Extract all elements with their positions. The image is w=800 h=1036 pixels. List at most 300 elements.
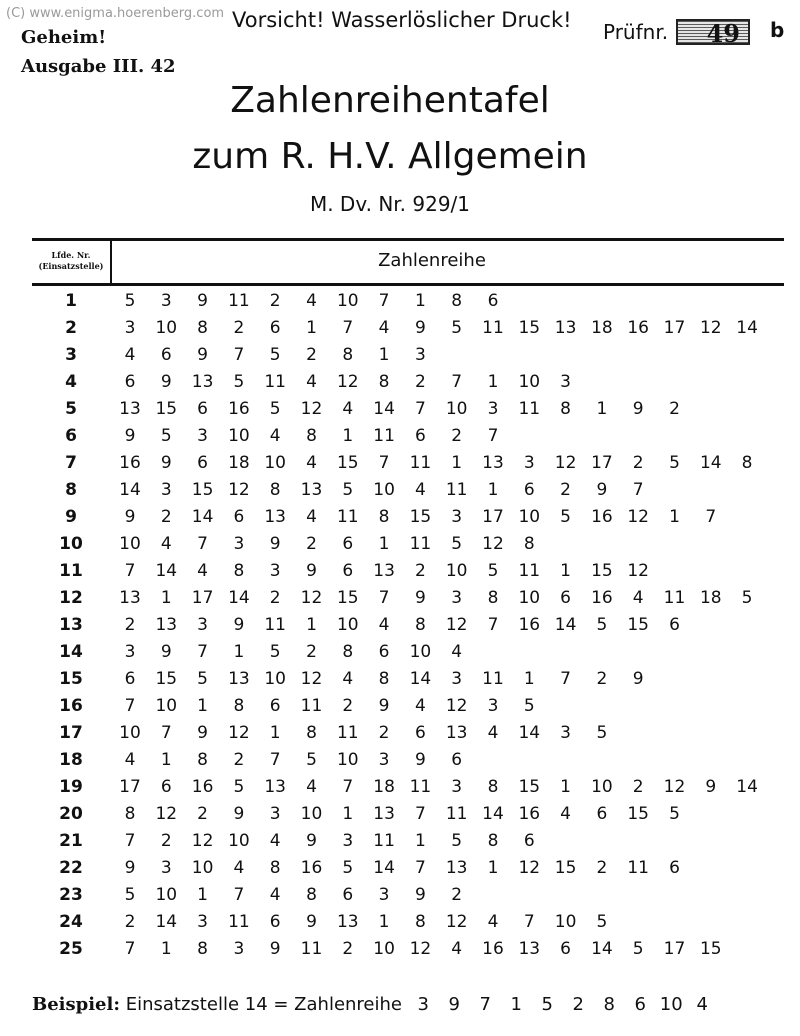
series-value: 5 [451, 534, 463, 554]
series-value: 4 [414, 696, 426, 716]
series-value: 6 [414, 723, 426, 743]
series-value: 18 [373, 777, 395, 797]
series-value: 9 [306, 912, 317, 932]
series-value: 7 [124, 561, 136, 581]
series-value: 3 [451, 669, 463, 689]
series-value: 4 [342, 399, 354, 419]
series-value: 15 [627, 804, 649, 824]
series-value: 11 [518, 399, 541, 419]
series-value: 5 [233, 372, 245, 392]
series-value: 13 [155, 615, 178, 635]
series-value: 5 [269, 642, 281, 662]
series-value: 9 [160, 642, 172, 662]
series-value: 8 [233, 561, 245, 581]
series-value: 14 [409, 669, 432, 689]
series-value: 16 [300, 858, 323, 878]
series-value: 14 [591, 939, 613, 959]
series-value: 17 [591, 453, 613, 473]
row-number: 19 [59, 777, 83, 797]
series-value: 5 [596, 615, 608, 635]
series-value: 10 [336, 615, 359, 635]
series-value: 1 [523, 669, 535, 689]
series-value: 11 [336, 723, 359, 743]
row-number: 6 [65, 426, 77, 446]
series-value: 9 [414, 318, 426, 338]
series-value: 10 [155, 885, 178, 905]
series-value: 1 [233, 642, 245, 662]
series-value: 15 [518, 318, 541, 338]
series-value: 14 [482, 804, 504, 824]
row-number: 8 [65, 480, 77, 500]
series-value: 13 [373, 804, 395, 824]
example-value: 2 [572, 994, 584, 1015]
series-value: 5 [596, 723, 608, 743]
row-number: 4 [65, 372, 77, 392]
series-value: 4 [233, 858, 245, 878]
title-line-2: zum R. H.V. Allgemein [192, 136, 588, 177]
series-value: 7 [233, 345, 245, 365]
series-value: 8 [342, 345, 354, 365]
series-value: 14 [736, 318, 758, 338]
series-value: 2 [269, 291, 281, 311]
row-number: 16 [59, 696, 83, 716]
series-value: 12 [300, 588, 323, 608]
series-value: 3 [197, 426, 208, 446]
series-value: 18 [591, 318, 613, 338]
example-values [408, 994, 718, 1015]
row-number: 11 [59, 561, 83, 581]
series-value: 4 [487, 912, 499, 932]
row-number: 25 [59, 939, 83, 959]
series-value: 1 [596, 399, 608, 419]
series-value: 6 [342, 534, 354, 554]
series-value: 16 [591, 507, 613, 527]
series-value: 12 [300, 669, 323, 689]
series-value: 4 [269, 831, 281, 851]
series-value: 6 [669, 615, 680, 635]
row-number: 24 [59, 912, 83, 932]
series-value: 2 [233, 318, 245, 338]
series-value: 4 [269, 426, 281, 446]
series-value: 5 [560, 507, 571, 527]
series-value: 11 [518, 561, 541, 581]
series-value: 4 [306, 777, 317, 797]
series-value: 1 [160, 588, 172, 608]
series-value: 4 [197, 561, 208, 581]
series-value: 10 [409, 642, 432, 662]
series-value: 3 [124, 642, 136, 662]
series-value: 8 [414, 615, 426, 635]
classification: Geheim! [21, 27, 107, 48]
series-value: 6 [269, 912, 281, 932]
example-line [32, 994, 718, 1015]
series-value: 7 [124, 696, 136, 716]
series-value: 1 [378, 345, 390, 365]
series-value: 12 [155, 804, 178, 824]
series-value: 5 [741, 588, 753, 608]
series-value: 2 [269, 588, 281, 608]
series-value: 5 [523, 696, 535, 716]
table-row [0, 883, 800, 910]
series-value: 9 [306, 831, 317, 851]
column-header-nr-line1: Lfde. Nr. [51, 250, 91, 260]
table-row [0, 505, 800, 532]
series-value: 6 [669, 858, 680, 878]
series-value: 3 [160, 291, 172, 311]
series-value: 2 [669, 399, 680, 419]
row-number: 10 [59, 534, 83, 554]
series-value: 8 [378, 372, 390, 392]
series-value: 8 [233, 696, 245, 716]
series-value: 10 [373, 480, 395, 500]
series-value: 7 [378, 291, 390, 311]
subtitle: M. Dv. Nr. 929/1 [309, 192, 471, 216]
example-value: 7 [479, 994, 491, 1015]
series-value: 5 [632, 939, 644, 959]
series-value: 5 [269, 345, 281, 365]
series-value: 8 [378, 669, 390, 689]
row-number: 1 [65, 291, 77, 311]
series-value: 6 [269, 696, 281, 716]
series-value: 4 [451, 939, 463, 959]
series-value: 12 [445, 615, 468, 635]
series-value: 13 [445, 723, 468, 743]
series-value: 9 [160, 372, 172, 392]
series-value: 2 [451, 885, 463, 905]
series-value: 11 [264, 372, 286, 392]
series-value: 5 [197, 669, 208, 689]
series-value: 9 [197, 345, 208, 365]
series-value: 1 [378, 912, 390, 932]
pruef-number-box [676, 19, 750, 48]
series-value: 9 [160, 453, 172, 473]
series-value: 14 [554, 615, 577, 635]
series-value: 10 [518, 372, 541, 392]
table-row [0, 559, 800, 586]
row-number: 7 [65, 453, 77, 473]
series-value: 10 [264, 669, 286, 689]
series-value: 9 [197, 723, 208, 743]
series-value: 1 [487, 372, 499, 392]
series-value: 5 [124, 291, 136, 311]
series-value: 1 [487, 480, 499, 500]
series-value: 4 [269, 885, 281, 905]
series-value: 9 [632, 669, 644, 689]
series-value: 7 [414, 858, 426, 878]
table-row [0, 478, 800, 505]
series-value: 6 [523, 480, 535, 500]
series-value: 8 [342, 642, 354, 662]
series-value: 3 [487, 696, 499, 716]
table-row [0, 829, 800, 856]
series-value: 7 [523, 912, 535, 932]
series-value: 15 [554, 858, 577, 878]
series-value: 4 [306, 507, 317, 527]
table-row [0, 343, 800, 370]
series-value: 17 [663, 318, 686, 338]
series-value: 13 [373, 561, 395, 581]
series-value: 6 [342, 885, 354, 905]
series-value: 10 [445, 561, 468, 581]
series-value: 4 [378, 318, 390, 338]
table-row [0, 775, 800, 802]
series-value: 3 [233, 534, 245, 554]
series-value: 1 [342, 426, 354, 446]
series-value: 1 [160, 750, 172, 770]
series-value: 10 [518, 588, 541, 608]
series-value: 6 [160, 345, 172, 365]
series-value: 2 [342, 939, 354, 959]
series-value: 12 [627, 561, 649, 581]
series-value: 5 [233, 777, 245, 797]
table-rule-bottom [32, 283, 784, 286]
series-value: 10 [191, 858, 214, 878]
row-number: 12 [59, 588, 83, 608]
series-value: 4 [306, 372, 317, 392]
table-row [0, 910, 800, 937]
series-value: 13 [119, 588, 141, 608]
example-text: Einsatzstelle 14 = Zahlenreihe [125, 994, 402, 1015]
series-value: 3 [269, 561, 281, 581]
series-value: 1 [197, 885, 208, 905]
series-value: 1 [560, 777, 571, 797]
series-value: 9 [233, 804, 245, 824]
row-number: 2 [65, 318, 77, 338]
series-value: 2 [378, 723, 390, 743]
example-value: 1 [510, 994, 522, 1015]
series-value: 13 [228, 669, 250, 689]
series-value: 8 [487, 588, 499, 608]
series-value: 8 [560, 399, 571, 419]
series-value: 10 [228, 426, 250, 446]
example-label: Beispiel: [32, 994, 120, 1015]
table-row [0, 586, 800, 613]
series-value: 5 [342, 858, 354, 878]
series-value: 6 [124, 372, 136, 392]
series-value: 9 [197, 291, 208, 311]
table-row [0, 856, 800, 883]
series-value: 2 [632, 453, 644, 473]
table-row [0, 370, 800, 397]
series-value: 17 [663, 939, 686, 959]
series-value: 5 [342, 480, 354, 500]
series-value: 6 [124, 669, 136, 689]
series-value: 13 [300, 480, 323, 500]
series-value: 7 [160, 723, 172, 743]
series-value: 11 [409, 534, 432, 554]
series-value: 6 [197, 399, 208, 419]
series-value: 2 [306, 642, 317, 662]
series-value: 11 [336, 507, 359, 527]
example-value: 5 [541, 994, 553, 1015]
series-value: 5 [451, 831, 463, 851]
series-value: 7 [342, 777, 354, 797]
series-value: 8 [197, 750, 208, 770]
series-value: 14 [155, 561, 178, 581]
series-value: 15 [155, 669, 178, 689]
series-value: 15 [336, 588, 359, 608]
series-value: 4 [124, 750, 136, 770]
series-value: 11 [627, 858, 649, 878]
edition: Ausgabe III. 42 [21, 56, 176, 77]
series-value: 3 [160, 858, 172, 878]
series-value: 3 [269, 804, 281, 824]
row-number: 9 [65, 507, 77, 527]
series-value: 8 [306, 426, 317, 446]
series-value: 11 [409, 453, 432, 473]
series-value: 10 [591, 777, 613, 797]
series-value: 15 [627, 615, 649, 635]
series-value: 7 [414, 804, 426, 824]
series-value: 5 [306, 750, 317, 770]
series-value: 7 [632, 480, 644, 500]
series-value: 15 [191, 480, 214, 500]
series-value: 4 [560, 804, 571, 824]
series-value: 15 [336, 453, 359, 473]
series-value: 2 [233, 750, 245, 770]
series-value: 12 [518, 858, 541, 878]
series-value: 9 [124, 507, 136, 527]
series-value: 6 [233, 507, 245, 527]
series-value: 7 [560, 669, 571, 689]
row-number: 22 [59, 858, 83, 878]
series-value: 3 [233, 939, 245, 959]
series-value: 3 [451, 507, 463, 527]
table-row [0, 451, 800, 478]
series-value: 7 [233, 885, 245, 905]
table-row [0, 937, 800, 964]
series-value: 14 [373, 399, 395, 419]
series-value: 11 [300, 939, 323, 959]
series-value: 9 [124, 426, 136, 446]
series-value: 17 [482, 507, 504, 527]
series-value: 6 [378, 642, 390, 662]
table-row [0, 613, 800, 640]
series-value: 5 [269, 399, 281, 419]
series-value: 8 [306, 723, 317, 743]
row-number: 14 [59, 642, 83, 662]
series-value: 13 [264, 507, 286, 527]
column-header-series: Zahlenreihe [378, 250, 486, 271]
series-value: 8 [451, 291, 463, 311]
series-value: 12 [300, 399, 323, 419]
series-value: 14 [518, 723, 541, 743]
series-value: 15 [518, 777, 541, 797]
pruef-label: Prüfnr. [603, 20, 669, 44]
table-row [0, 316, 800, 343]
series-value: 8 [487, 777, 499, 797]
series-value: 1 [378, 534, 390, 554]
series-value: 1 [269, 723, 281, 743]
series-value: 10 [155, 318, 178, 338]
series-value: 3 [523, 453, 535, 473]
series-value: 3 [560, 372, 571, 392]
series-value: 9 [269, 939, 281, 959]
series-value: 3 [342, 831, 354, 851]
series-value: 13 [554, 318, 577, 338]
series-value: 13 [336, 912, 359, 932]
series-value: 8 [197, 939, 208, 959]
series-value: 6 [560, 939, 571, 959]
series-value: 4 [160, 534, 172, 554]
series-value: 7 [414, 399, 426, 419]
series-value: 14 [736, 777, 758, 797]
series-value: 12 [228, 723, 250, 743]
series-value: 15 [591, 561, 613, 581]
row-number: 5 [65, 399, 77, 419]
series-value: 2 [160, 831, 172, 851]
series-value: 7 [197, 534, 208, 554]
series-value: 11 [228, 912, 250, 932]
series-value: 12 [445, 696, 468, 716]
series-value: 10 [373, 939, 395, 959]
series-value: 8 [197, 318, 208, 338]
series-value: 12 [409, 939, 432, 959]
series-value: 2 [124, 615, 136, 635]
series-value: 6 [596, 804, 608, 824]
series-value: 12 [228, 480, 250, 500]
series-value: 9 [269, 534, 281, 554]
series-value: 11 [373, 831, 395, 851]
series-value: 3 [378, 885, 390, 905]
series-value: 8 [487, 831, 499, 851]
series-value: 11 [482, 669, 504, 689]
series-value: 1 [197, 696, 208, 716]
example-value: 8 [603, 994, 615, 1015]
row-number: 3 [65, 345, 77, 365]
series-value: 1 [160, 939, 172, 959]
table-row [0, 667, 800, 694]
series-value: 14 [155, 912, 178, 932]
series-value: 7 [378, 588, 390, 608]
series-value: 14 [119, 480, 141, 500]
series-value: 4 [124, 345, 136, 365]
series-value: 16 [518, 615, 541, 635]
series-value: 4 [451, 642, 463, 662]
series-value: 10 [518, 507, 541, 527]
series-value: 18 [699, 588, 722, 608]
series-value: 2 [124, 912, 136, 932]
series-value: 3 [197, 912, 208, 932]
series-value: 8 [523, 534, 535, 554]
series-value: 15 [409, 507, 432, 527]
series-value: 7 [705, 507, 717, 527]
series-value: 12 [482, 534, 504, 554]
table-row [0, 748, 800, 775]
series-value: 13 [264, 777, 286, 797]
series-value: 5 [669, 453, 680, 473]
series-value: 16 [119, 453, 141, 473]
series-value: 4 [342, 669, 354, 689]
table-row [0, 289, 800, 316]
table-row [0, 424, 800, 451]
table-row [0, 802, 800, 829]
series-value: 11 [300, 696, 323, 716]
example-value: 4 [696, 994, 708, 1015]
series-value: 1 [306, 318, 317, 338]
table-row [0, 397, 800, 424]
series-value: 6 [342, 561, 354, 581]
row-number: 20 [59, 804, 83, 824]
series-value: 10 [228, 831, 250, 851]
series-value: 12 [554, 453, 577, 473]
row-number: 21 [59, 831, 83, 851]
series-value: 16 [482, 939, 504, 959]
series-value: 2 [342, 696, 354, 716]
series-value: 9 [414, 750, 426, 770]
series-value: 2 [451, 426, 463, 446]
example-value: 3 [417, 994, 429, 1015]
